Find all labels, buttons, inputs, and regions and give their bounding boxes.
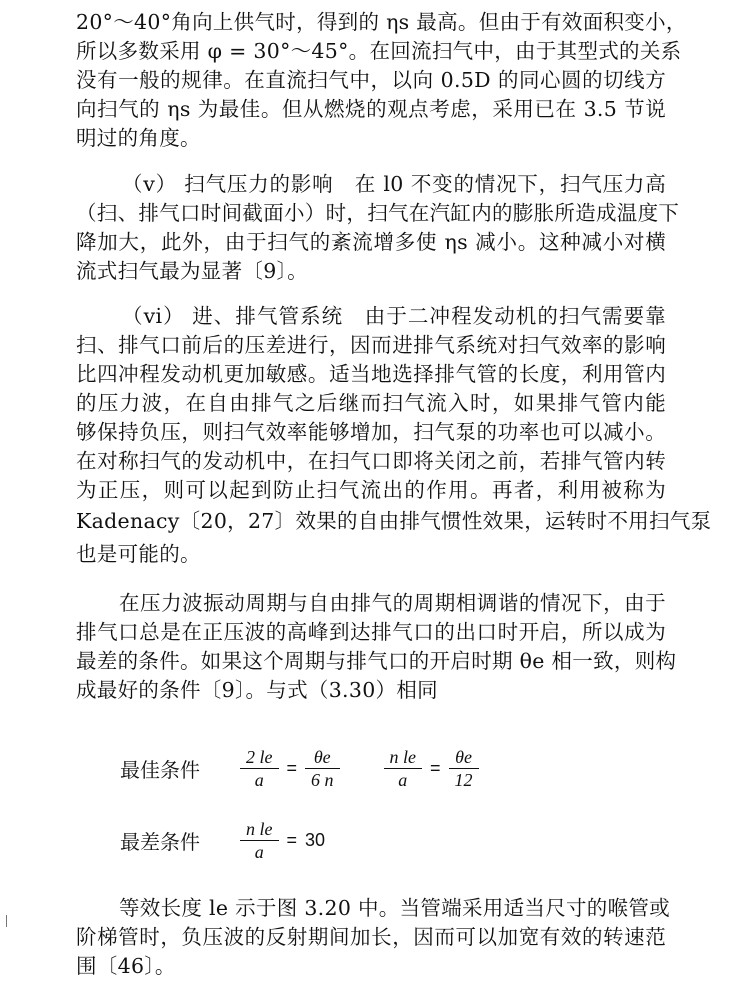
fraction: $\frac{\text{n le}}{a}$ xyxy=(384,746,423,791)
text-line: 围〔46〕。 xyxy=(76,954,176,978)
text-line: 最差的条件。如果这个周期与排气口的开启时期 θe 相一致，则构 xyxy=(76,649,677,673)
text-line: 没有一般的规律。在直流扫气中，以向 0.5D 的同心圆的切线方 xyxy=(76,68,666,92)
text-line: 阶梯管时，负压波的反射期间加长，因而可以加宽有效的转速范 xyxy=(76,925,666,949)
text-line: 所以多数采用 φ = 30°～45°。在回流扫气中，由于其型式的关系 xyxy=(76,39,682,63)
section-heading-line: （vi） 进、排气管系统 由于二冲程发动机的扫气需要靠 xyxy=(122,304,666,328)
text-line: 降加大，此外，由于扫气的紊流增多使 ηs 减小。这种减小对横 xyxy=(76,230,666,254)
fraction: $\frac{2 le}{a}$ xyxy=(240,746,279,791)
text-line: 比四冲程发动机更加敏感。适当地选择排气管的长度，利用管内 xyxy=(76,362,666,386)
text-line: 的压力波，在自由排气之后继而扫气流入时，如果排气管内能 xyxy=(76,391,666,415)
formula-label: 最佳条件 xyxy=(120,757,200,782)
text-line: 够保持负压，则扫气效率能够增加，扫气泵的功率也可以减小。 xyxy=(76,420,666,444)
text-line: 向扫气的 ηs 为最佳。但从燃烧的观点考虑，采用已在 3.5 节说 xyxy=(76,97,666,121)
text-line: 在对称扫气的发动机中，在扫气口即将关闭之前，若排气管内转 xyxy=(76,449,666,473)
text-line: 20°～40°角向上供气时，得到的 ηs 最高。但由于有效面积变小， xyxy=(76,10,687,34)
text-line: 扫、排气口前后的压差进行，因而进排气系统对扫气效率的影响 xyxy=(76,333,666,357)
text-line: 在压力波振动周期与自由排气的周期相调谐的情况下，由于 xyxy=(119,591,666,615)
text-line: 明过的角度。 xyxy=(76,126,201,150)
fraction: $\frac{\text{n le}}{a}$ xyxy=(240,818,279,863)
text-line: 成最好的条件〔9〕。与式（3.30）相同 xyxy=(76,678,438,702)
text-line: （扫、排气口时间截面小）时，扫气在汽缸内的膨胀所造成温度下 xyxy=(76,201,680,225)
best-condition-formula xyxy=(120,738,483,798)
formula-label: 最差条件 xyxy=(120,829,200,854)
equals-sign: = xyxy=(286,829,298,850)
text-line: 为正压，则可以起到防止扫气流出的作用。再者，利用被称为 xyxy=(76,478,666,502)
fraction: $\frac{\theta e}{6 n}$ xyxy=(305,746,340,791)
text-line: 排气口总是在正压波的高峰到达排气口的出口时开启，所以成为 xyxy=(76,620,666,644)
margin-mark xyxy=(6,915,7,927)
text-line: 也是可能的。 xyxy=(76,542,201,566)
equals-sign: = xyxy=(430,757,441,778)
formula-value: 30 xyxy=(305,829,326,850)
equals-sign: = xyxy=(286,757,298,778)
worst-condition-formula xyxy=(120,810,329,870)
section-heading-line: （v） 扫气压力的影响 在 l0 不变的情况下，扫气压力高 xyxy=(122,172,666,196)
text-line: Kadenacy〔20，27〕效果的自由排气惯性效果，运转时不用扫气泵 xyxy=(76,509,712,533)
fraction: $\frac{\theta e}{12}$ xyxy=(449,746,479,791)
text-line: 流式扫气最为显著〔9〕。 xyxy=(76,259,308,283)
text-line: 等效长度 le 示于图 3.20 中。当管端采用适当尺寸的喉管或 xyxy=(119,896,670,920)
